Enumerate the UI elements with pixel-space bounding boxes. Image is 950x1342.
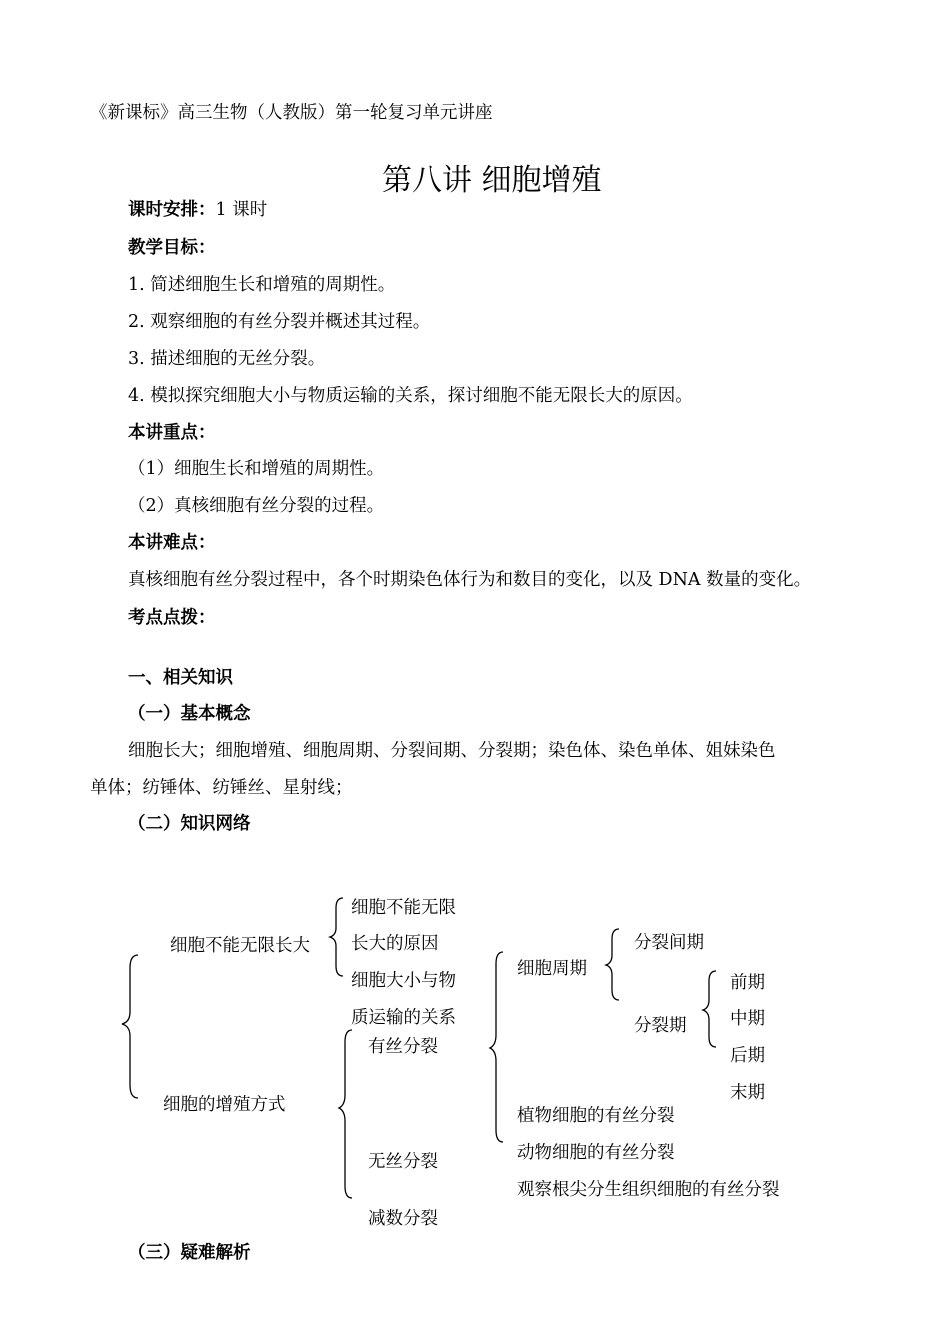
node-anaphase: 后期 [730,1046,765,1066]
document-header: 《新课标》高三生物（人教版）第一轮复习单元讲座 [90,103,493,123]
objective-item: 1. 简述细胞生长和增殖的周期性。 [128,275,396,295]
node-mitotic-phase: 分裂期 [634,1016,687,1036]
cycle-brace [606,929,619,1000]
phase-brace [703,971,716,1047]
mitosis-brace [490,952,503,1142]
schedule-label: 课时安排： [128,200,216,220]
node-reason-line: 长大的原因 [351,934,439,954]
objective-item: 3. 描述细胞的无丝分裂。 [128,349,326,369]
node-animal-mitosis: 动物细胞的有丝分裂 [517,1143,675,1163]
node-unlimited-growth: 细胞不能无限长大 [170,936,310,956]
node-meiosis: 减数分裂 [368,1209,438,1229]
node-observe-mitosis: 观察根尖分生组织细胞的有丝分裂 [517,1180,780,1200]
subsection-heading: （二）知识网络 [128,814,251,834]
difficulties-text: 真核细胞有丝分裂过程中，各个时期染色体行为和数目的变化，以及 DNA 数量的变化。 [128,570,812,590]
objectives-heading: 教学目标： [128,238,216,258]
node-interphase: 分裂间期 [634,933,704,953]
exam-tips-heading: 考点点拨： [128,608,216,628]
concepts-line: 细胞长大；细胞增殖、细胞周期、分裂间期、分裂期；染色体、染色单体、姐妹染色 [128,741,776,761]
key-point-item: （1）细胞生长和增殖的周期性。 [128,459,385,479]
node-relation-line: 质运输的关系 [351,1008,456,1028]
proliferation-brace [339,1030,352,1198]
node-reason-line: 细胞不能无限 [351,898,456,918]
key-points-heading: 本讲重点： [128,423,216,443]
node-relation-line: 细胞大小与物 [351,971,456,991]
node-mitosis: 有丝分裂 [368,1037,438,1057]
node-telophase: 末期 [730,1083,765,1103]
objective-item: 2. 观察细胞的有丝分裂并概述其过程。 [128,312,431,332]
objective-item: 4. 模拟探究细胞大小与物质运输的关系，探讨细胞不能无限长大的原因。 [128,386,693,406]
section-heading: 一、相关知识 [128,668,233,688]
node-plant-mitosis: 植物细胞的有丝分裂 [517,1106,675,1126]
key-point-item: （2）真核细胞有丝分裂的过程。 [128,496,385,516]
node-amitosis: 无丝分裂 [368,1152,438,1172]
page-title: 第八讲 细胞增殖 [382,163,602,198]
node-metaphase: 中期 [730,1009,765,1029]
node-prophase: 前期 [730,973,765,993]
outer-brace [122,955,138,1098]
schedule-value: 1 课时 [215,200,268,220]
subsection-heading: （一）基本概念 [128,704,251,724]
subsection-heading: （三）疑难解析 [128,1243,251,1263]
size-brace [330,898,343,976]
schedule-line [128,202,267,220]
difficulties-heading: 本讲难点： [128,533,216,553]
concepts-line: 单体；纺锤体、纺锤丝、星射线； [90,778,353,798]
node-proliferation: 细胞的增殖方式 [163,1095,286,1115]
node-cell-cycle: 细胞周期 [517,959,587,979]
